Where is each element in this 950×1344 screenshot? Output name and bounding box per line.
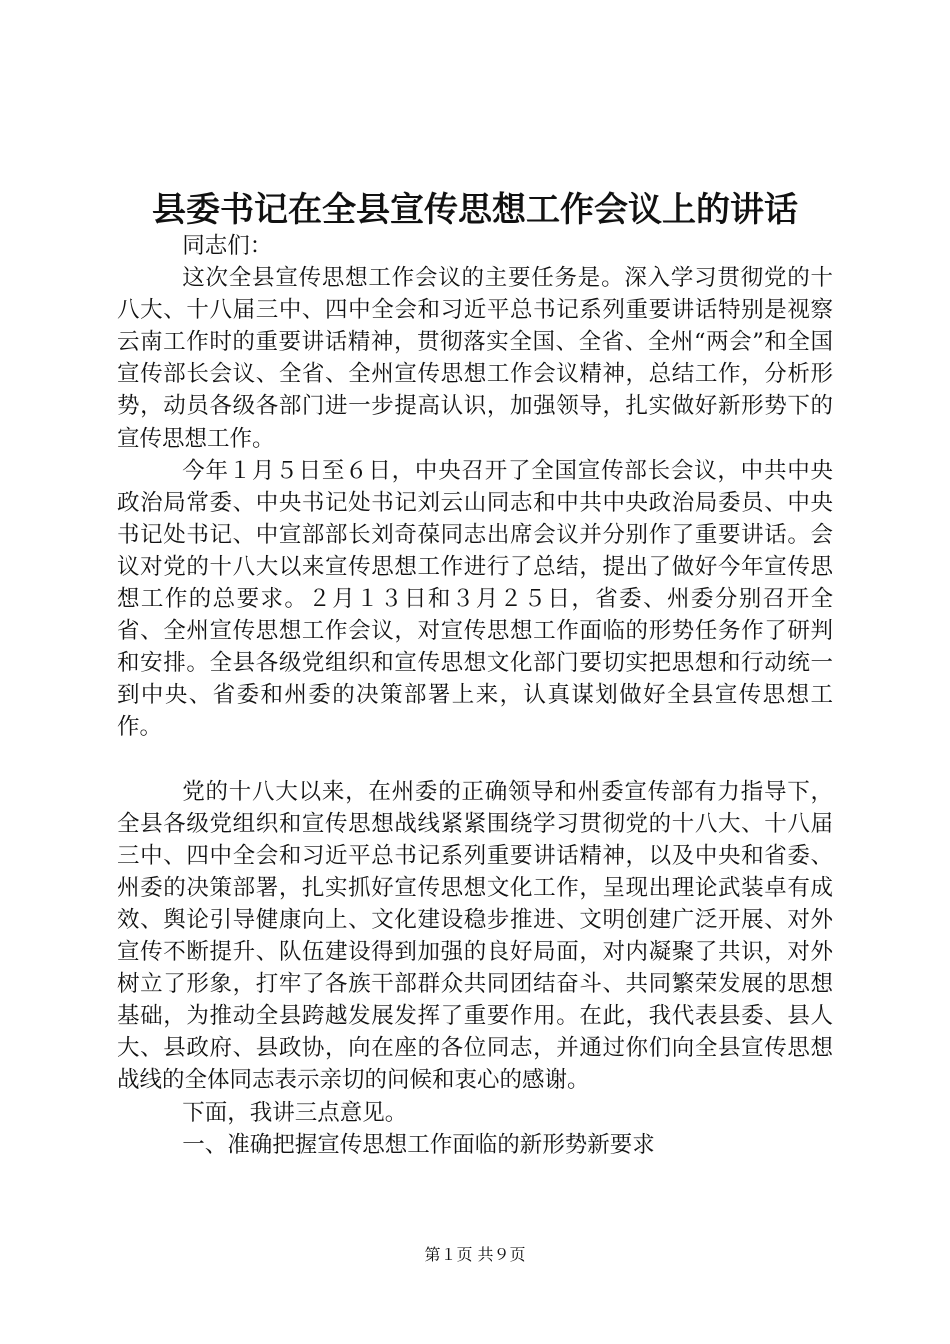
body-paragraph: 这次全县宣传思想工作会议的主要任务是。深入学习贯彻党的十八大、十八届三中、四中全会和习近平总书记系列重要讲话特别是视察云南工作时的重要讲话精神，贯彻落实全国、全省、全州“两会”和全国宣传部长会议、全省、全州宣传思想工作会议精神，总结工作，分析形势，动员各级各部门进一步提高认识，加强领导，扎实做好新形势下的宣传思想工作。 <box>117 265 833 452</box>
body-paragraph: 党的十八大以来，在州委的正确领导和州委宣传部有力指导下，全县各级党组织和宣传思想战线紧紧围绕学习贯彻党的十八大、十八届三中、四中全会和习近平总书记系列重要讲话精神，以及中央和省委、州委的决策部署，扎实抓好宣传思想文化工作，呈现出理论武装卓有成效、舆论引导健康向上、文化建设稳步推进、文明创建广泛开展、对外宣传不断提升、队伍建设得到加强的良好局面，对内凝聚了共识，对外树立了形象，打牢了各族干部群众共同团结奋斗、共同繁荣发展的思想基础，为推动全县跨越发展发挥了重要作用。在此，我代表县委、县人大、县政府、县政协，向在座的各位同志，并通过你们向全县宣传思想战线的全体同志表示亲切的问候和衷心的感谢。 <box>117 778 833 1094</box>
body-paragraph: 下面，我讲三点意见。 <box>182 1099 408 1126</box>
document-title: 县委书记在全县宣传思想工作会议上的讲话 <box>152 190 798 230</box>
body-paragraph: 今年１月５日至６日，中央召开了全国宣传部长会议，中共中央政治局常委、中央书记处书记刘云山同志和中共中央政治局委员、中央书记处书记、中宣部部长刘奇葆同志出席会议并分别作了重要讲话。会议对党的十八大以来宣传思想工作进行了总结，提出了做好今年宣传思想工作的总要求。２月１３日和３月２５日，省委、州委分别召开全省、全州宣传思想工作会议，对宣传思想工作面临的形势任务作了研判和安排。全县各级党组织和宣传思想文化部门要切实把思想和行动统一到中央、省委和州委的决策部署上来，认真谋划做好全县宣传思想工作。 <box>117 457 833 741</box>
page-number-footer: 第１页 共９页 <box>424 1245 526 1264</box>
salutation-paragraph: 同志们： <box>182 233 273 259</box>
section-heading: 一、准确把握宣传思想工作面临的新形势新要求 <box>182 1131 655 1158</box>
document-body <box>117 230 833 1161</box>
